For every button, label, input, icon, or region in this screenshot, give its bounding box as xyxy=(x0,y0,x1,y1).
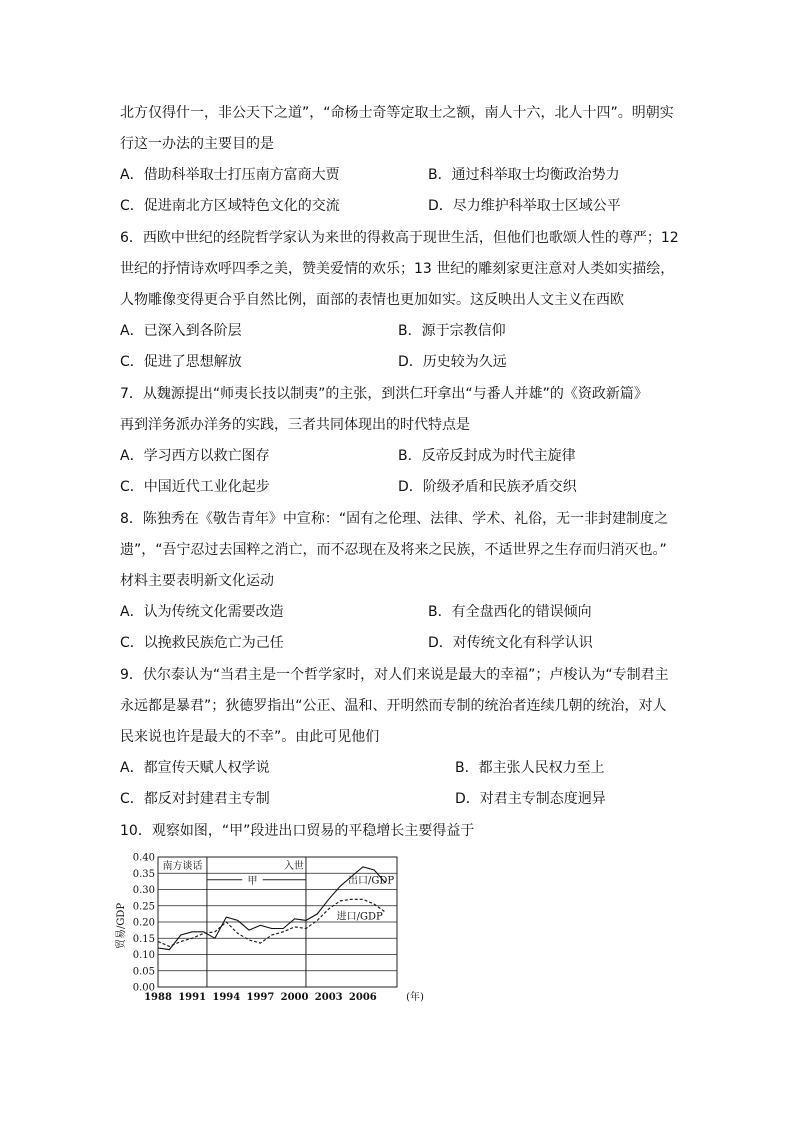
q6-option-d: D．历史较为久远 xyxy=(398,354,507,370)
import-series-line xyxy=(158,899,386,946)
x-tick-label: 1991 xyxy=(178,992,207,1003)
wto-label: 入世 xyxy=(283,861,304,872)
q8-option-a: A．认为传统文化需要改造 xyxy=(120,604,284,620)
q7-option-a: A．学习西方以救亡图存 xyxy=(120,448,270,464)
y-tick-label: 0.05 xyxy=(132,966,155,978)
y-tick-label: 0.15 xyxy=(132,933,155,945)
q9-option-d: D．对君主专制态度迥异 xyxy=(455,791,606,807)
q7-option-b: B．反帝反封成为时代主旋律 xyxy=(398,448,576,464)
import-series-label: 进口/GDP xyxy=(336,911,383,923)
y-tick-label: 0.25 xyxy=(132,901,155,913)
q9-option-b: B．都主张人民权力至上 xyxy=(455,760,605,776)
q7-option-c: C．中国近代工业化起步 xyxy=(120,479,270,495)
y-tick-label: 0.30 xyxy=(132,885,155,896)
q8-stem-line-2: 遗”，“吾宁忍过去国粹之消亡，而不忍现在及将来之民族，不适世界之生存而归消灭也。” xyxy=(120,542,667,558)
q6-option-b: B．源于宗教信仰 xyxy=(398,323,506,339)
q9-option-c: C．都反对封建君主专制 xyxy=(120,791,270,807)
q8-option-d: D．对传统文化有科学认识 xyxy=(428,635,593,651)
x-tick-label: 2000 xyxy=(280,992,309,1003)
y-tick-label: 0.00 xyxy=(132,982,155,994)
q5-option-b: B．通过科举取士均衡政治势力 xyxy=(428,167,620,183)
q5-option-a: A．借助科举取士打压南方富商大贾 xyxy=(120,167,340,183)
q9-stem-line-1: 9．伏尔泰认为“当君主是一个哲学家时，对人们来说是最大的幸福”；卢梭认为“专制君主 xyxy=(120,667,669,683)
q9-option-a: A．都宣传天赋人权学说 xyxy=(120,760,270,776)
y-tick-label: 0.40 xyxy=(132,852,155,864)
q6-option-c: C．促进了思想解放 xyxy=(120,354,242,370)
q7-option-d: D．阶级矛盾和民族矛盾交织 xyxy=(398,479,577,495)
y-tick-label: 0.20 xyxy=(132,917,155,929)
x-tick-label: 1988 xyxy=(144,992,172,1003)
q5-option-d: D．尽力维护科举取士区域公平 xyxy=(428,198,621,214)
segment-label: 甲 xyxy=(247,875,258,887)
q6-stem-line-3: 人物雕像变得更合乎自然比例，面部的表情也更加如实。这反映出人文主义在西欧 xyxy=(120,292,624,308)
q10-stem-line-1: 10．观察如图，“甲”段进出口贸易的平稳增长主要得益于 xyxy=(120,823,475,839)
q6-option-a: A．已深入到各阶层 xyxy=(120,323,242,339)
y-tick-label: 0.35 xyxy=(132,868,155,880)
x-tick-label: 2006 xyxy=(348,992,377,1003)
x-tick-label: 1994 xyxy=(212,992,241,1003)
q7-stem-line-1: 7．从魏源提出“师夷长技以制夷”的主张，到洪仁玕拿出“与番人并雄”的《资政新篇》 xyxy=(120,386,648,402)
q5-option-c: C．促进南北方区域特色文化的交流 xyxy=(120,198,340,214)
q9-stem-line-3: 民来说也许是最大的不幸”。由此可见他们 xyxy=(120,729,380,745)
export-series-label: 出口/GDP xyxy=(348,875,395,887)
q5-stem-line-1: 北方仅得什一，非公天下之道”，“命杨士奇等定取士之额，南人十六，北人十四”。明朝实 xyxy=(120,105,674,121)
q7-stem-line-2: 再到洋务派办洋务的实践，三者共同体现出的时代特点是 xyxy=(120,417,470,433)
y-axis-label: 贸易/GDP xyxy=(116,902,127,950)
q8-option-b: B．有全盘西化的错误倾向 xyxy=(428,604,592,620)
q6-stem-line-1: 6．西欧中世纪的经院哲学家认为来世的得救高于现世生活，但他们也歌颂人性的尊严；12 xyxy=(120,230,679,246)
south-talk-label: 南方谈话 xyxy=(162,861,203,872)
q8-option-c: C．以挽救民族危亡为己任 xyxy=(120,635,284,651)
q6-stem-line-2: 世纪的抒情诗欢呼四季之美，赞美爱情的欢乐；13 世纪的雕刻家更注意对人类如实描绘， xyxy=(120,261,675,277)
q8-stem-line-3: 材料主要表明新文化运动 xyxy=(120,573,274,589)
q9-stem-line-2: 永远都是暴君”；狄德罗指出“公正、温和、开明然而专制的统治者连续几朝的统治，对人 xyxy=(120,698,667,714)
y-tick-label: 0.10 xyxy=(132,950,155,961)
trade-gdp-chart xyxy=(110,845,430,1005)
x-tick-label: 2003 xyxy=(314,992,343,1003)
q5-stem-line-2: 行这一办法的主要目的是 xyxy=(120,136,274,152)
x-tick-label: 1997 xyxy=(246,992,275,1003)
x-unit-label: (年) xyxy=(406,992,424,1003)
q8-stem-line-1: 8．陈独秀在《敬告青年》中宣称：“固有之伦理、法律、学术、礼俗，无一非封建制度之 xyxy=(120,511,669,527)
